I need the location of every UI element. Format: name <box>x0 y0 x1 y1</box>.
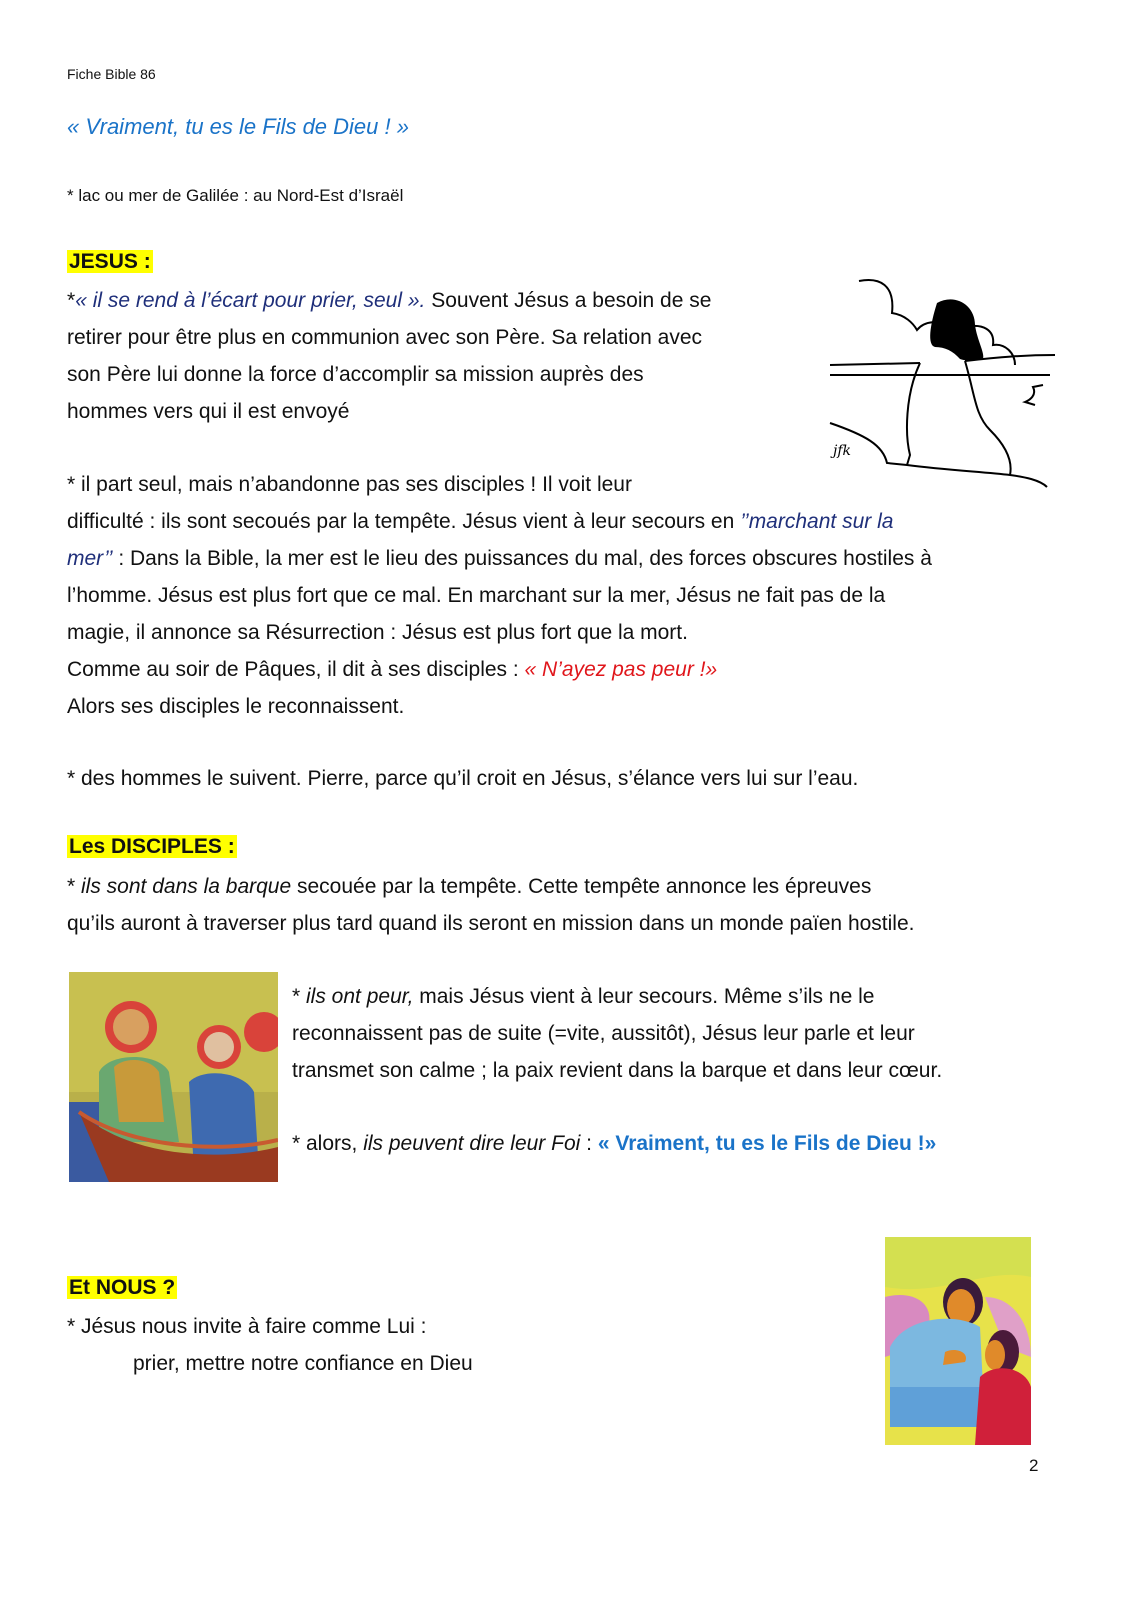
section-heading-disciples <box>67 835 237 859</box>
text-line: * il part seul, mais n’abandonne pas ses disciples ! Il voit leur <box>67 473 632 496</box>
text-line-indented: prier, mettre notre confiance en Dieu <box>133 1352 473 1375</box>
text: * alors, <box>292 1132 364 1155</box>
heading-highlight: Les DISCIPLES : <box>69 835 235 858</box>
section-heading-jesus <box>67 250 153 274</box>
quote-walking: ’’marchant sur la <box>740 510 894 533</box>
jesus-paragraph-3 <box>67 760 858 797</box>
heading-highlight: Et NOUS ? <box>69 1276 176 1299</box>
text-line: l’homme. Jésus est plus fort que ce mal. En marchant sur la mer, Jésus ne fait pas de la <box>67 584 886 607</box>
text: mais Jésus vient à leur secours. Même s’ils ne le <box>413 985 875 1008</box>
disciples-paragraph-2 <box>292 978 942 1089</box>
disciples-paragraph-3 <box>292 1125 936 1162</box>
quote-walking-end: mer’’ <box>67 547 113 570</box>
text: : <box>580 1132 598 1155</box>
text-line: son Père lui donne la force d’accomplir sa mission auprès des <box>67 363 644 386</box>
bullet-star: * <box>292 985 307 1008</box>
italic-text: ils ont peur, <box>306 985 414 1008</box>
painting-jesus-woman <box>885 1237 1031 1445</box>
section-heading-nous <box>67 1276 177 1300</box>
text-line: retirer pour être plus en communion avec son Père. Sa relation avec <box>67 326 702 349</box>
text: : Dans la Bible, la mer est le lieu des puissances du mal, des forces obscures hostiles à <box>112 547 932 570</box>
quote-faith: « Vraiment, tu es le Fils de Dieu !» <box>597 1132 937 1155</box>
italic-text: ils peuvent dire leur Foi <box>363 1132 581 1155</box>
bullet-star: * <box>67 875 82 898</box>
quote-fear-not: « N’ayez pas peur !» <box>524 658 718 681</box>
jesus-paragraph-1 <box>67 282 711 430</box>
page-number: 2 <box>1029 1456 1039 1475</box>
painting-illustration <box>69 972 278 1182</box>
text-line: reconnaissent pas de suite (=vite, aussitôt), Jésus leur parle et leur <box>292 1022 915 1045</box>
text-line: * des hommes le suivent. Pierre, parce qu’il croit en Jésus, s’élance vers lui sur l’eau. <box>67 767 859 790</box>
text-line: Alors ses disciples le reconnaissent. <box>67 695 405 718</box>
text-line: transmet son calme ; la paix revient dans la barque et dans leur cœur. <box>292 1059 943 1082</box>
page-title: « Vraiment, tu es le Fils de Dieu ! » <box>67 114 409 139</box>
text-line: qu’ils auront à traverser plus tard quand ils seront en mission dans un monde païen hostile. <box>67 912 915 935</box>
svg-text:jfk: jfk <box>833 443 852 459</box>
text: Souvent Jésus a besoin de se <box>425 289 712 312</box>
drawing-jesus-praying <box>825 265 1055 495</box>
location-note: * lac ou mer de Galilée : au Nord-Est d’Israël <box>67 186 404 205</box>
document-header: Fiche Bible 86 <box>67 66 156 82</box>
nous-paragraph <box>67 1308 473 1382</box>
italic-text: ils sont dans la barque <box>81 875 292 898</box>
text-line: * Jésus nous invite à faire comme Lui : <box>67 1315 427 1338</box>
heading-highlight: JESUS : <box>69 250 151 273</box>
quote-prayer: « il se rend à l’écart pour prier, seul ». <box>75 289 426 312</box>
text-line: magie, il annonce sa Résurrection : Jésus est plus fort que la mort. <box>67 621 688 644</box>
drawing-illustration <box>825 265 1055 495</box>
text: secouée par la tempête. Cette tempête annonce les épreuves <box>291 875 872 898</box>
icon-painting-boat <box>69 972 278 1182</box>
text: difficulté : ils sont secoués par la tempête. Jésus vient à leur secours en <box>67 510 741 533</box>
jesus-paragraph-2 <box>67 466 932 725</box>
text-line: hommes vers qui il est envoyé <box>67 400 350 423</box>
bullet-star: * <box>67 289 76 312</box>
disciples-paragraph-1 <box>67 868 915 942</box>
painting-illustration <box>885 1237 1031 1445</box>
text: Comme au soir de Pâques, il dit à ses disciples : <box>67 658 525 681</box>
